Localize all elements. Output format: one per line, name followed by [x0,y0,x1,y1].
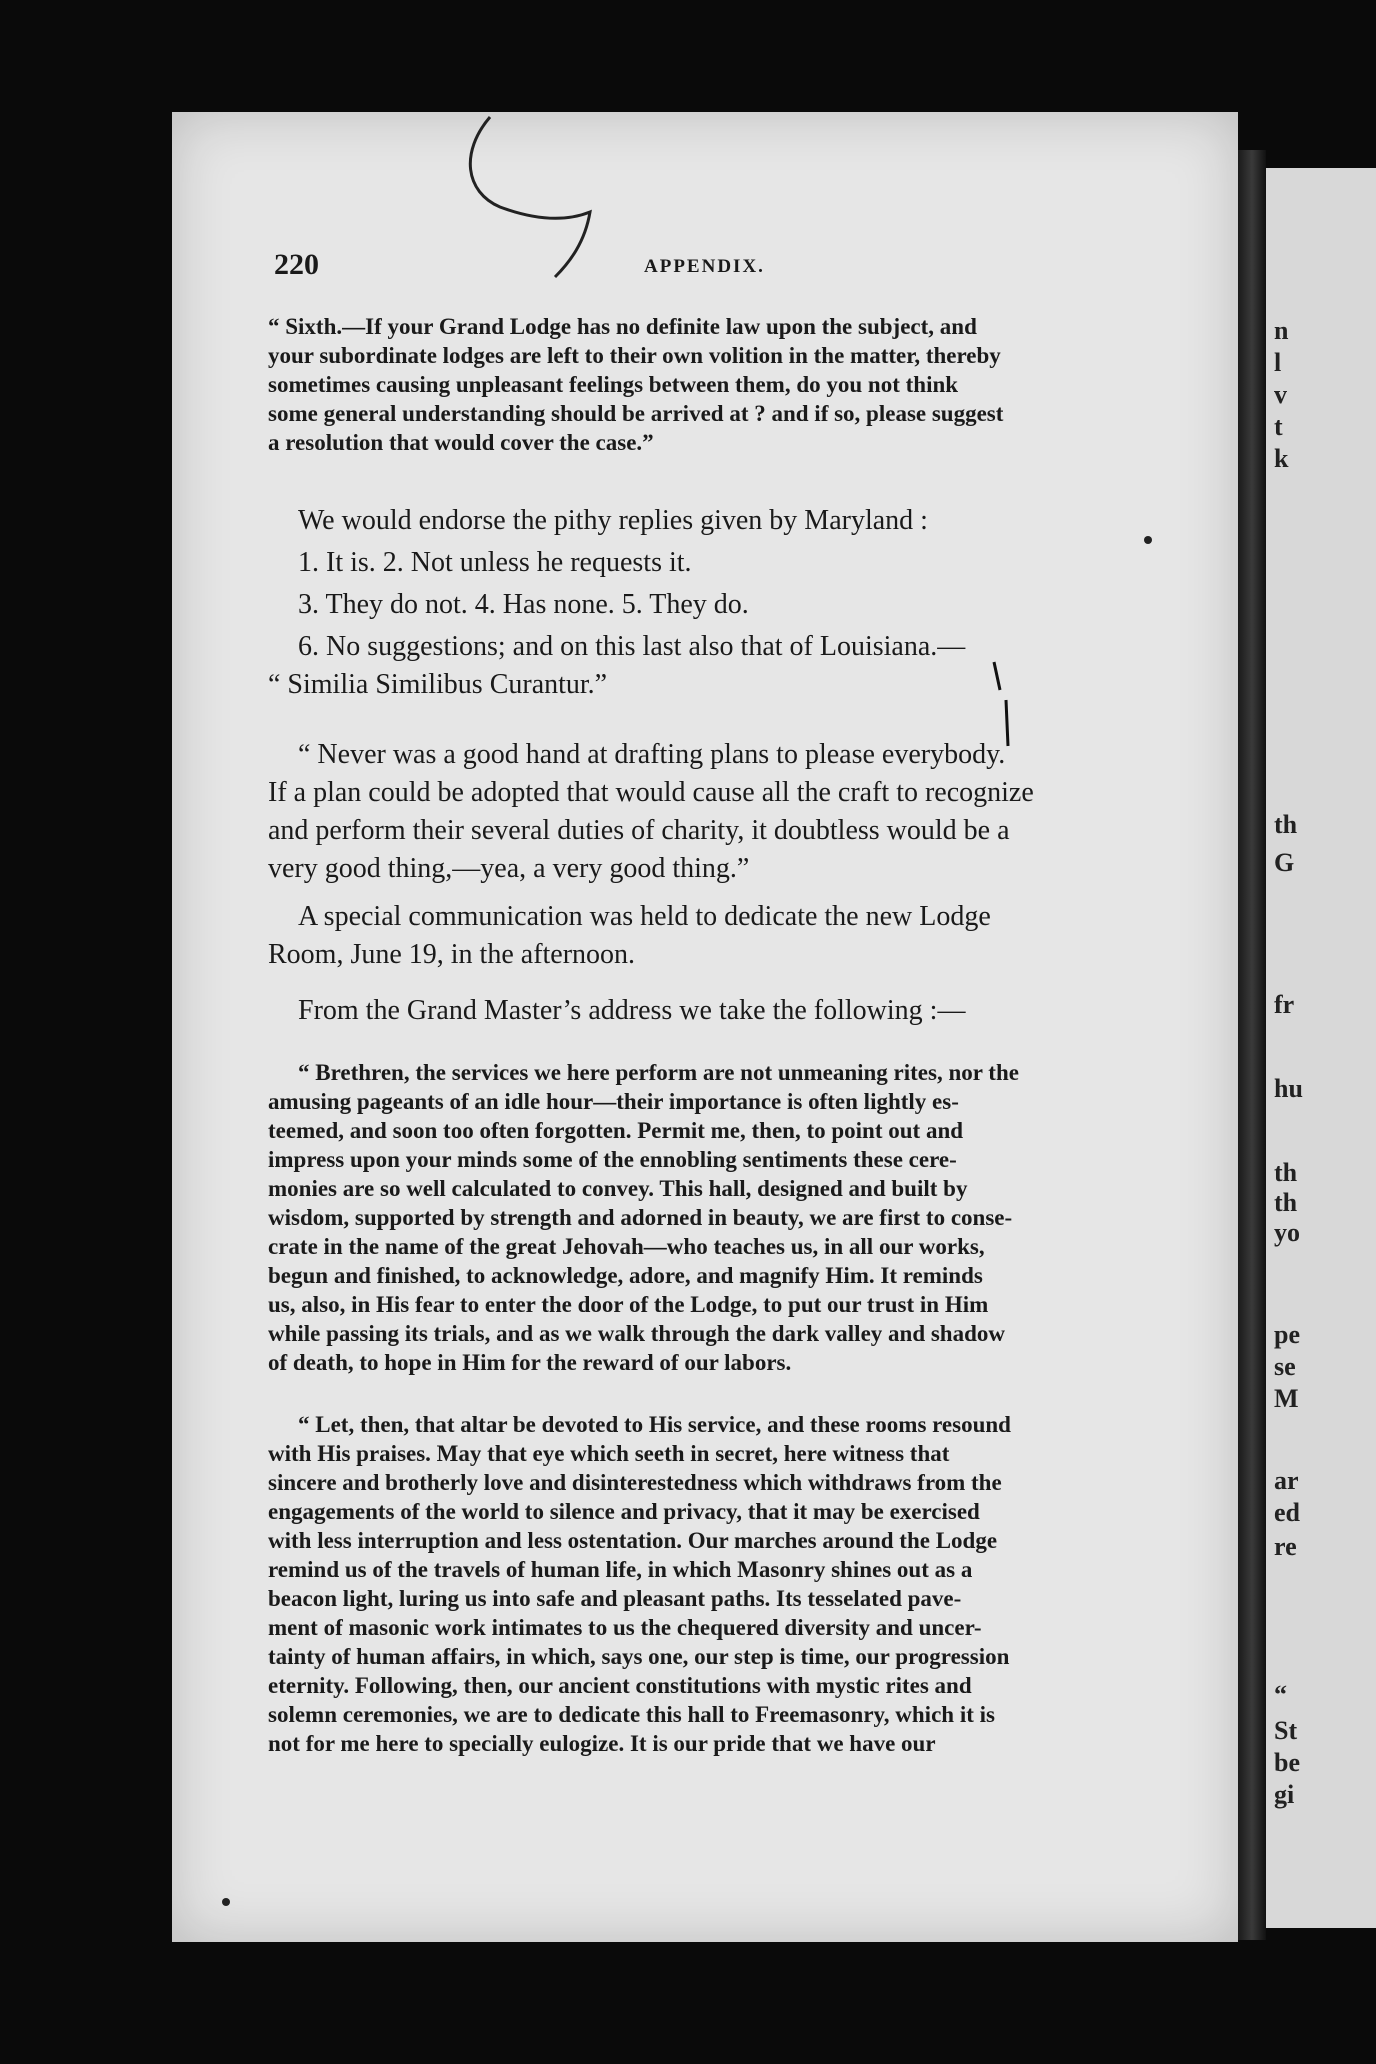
running-head: APPENDIX. [644,256,765,277]
facing-fragment: ar [1274,1466,1299,1495]
text-line: If a plan could be adopted that would cause all the craft to recognize [268,777,1034,808]
text-line: From the Grand Master’s address we take the following :— [298,995,966,1026]
quote-sixth [268,312,1134,457]
text-line: crate in the name of the great Jehovah—who teaches us, in all our works, [268,1234,985,1259]
facing-fragment: th [1274,1188,1298,1217]
brethren-quote [268,1058,1134,1377]
text-line: “ Similia Similibus Curantur.” [268,669,608,700]
text-line: engagements of the world to silence and privacy, that it may be exercised [268,1499,980,1524]
book-gutter [1238,150,1266,1940]
facing-fragment: th [1274,810,1298,839]
facing-fragment: yo [1274,1218,1300,1247]
text-line: impress upon your minds some of the ennobling sentiments these cere- [268,1147,957,1172]
facing-fragment: k [1274,444,1289,473]
text-line: with His praises. May that eye which seeth in secret, here witness that [268,1441,950,1466]
text-line: your subordinate lodges are left to their own volition in the matter, thereby [268,343,1001,368]
text-line: not for me here to specially eulogize. It is our pride that we have our [268,1731,936,1756]
facing-fragment: l [1274,348,1282,377]
text-line: 1. It is. 2. Not unless he requests it. [298,547,692,578]
facing-fragment: t [1274,412,1283,441]
text-line: “ Never was a good hand at drafting plans to please everybody. [298,739,1006,770]
text-line: We would endorse the pithy replies given by Maryland : [298,505,928,536]
page-header [274,248,1134,288]
text-line: solemn ceremonies, we are to dedicate this hall to Freemasonry, which it is [268,1702,995,1727]
address-intro [268,992,1134,1030]
facing-page-edge [1266,168,1376,1928]
text-line: wisdom, supported by strength and adorned in beauty, we are first to conse- [268,1205,1013,1230]
text-line: “ Let, then, that altar be devoted to His service, and these rooms resound [298,1412,1011,1437]
facing-fragment: re [1274,1532,1297,1561]
text-line: teemed, and soon too often forgotten. Permit me, then, to point out and [268,1118,964,1143]
ink-speck [1144,536,1152,544]
text-line: with less interruption and less ostentation. Our marches around the Lodge [268,1528,998,1553]
page-number: 220 [274,248,319,281]
facing-fragment: G [1274,848,1295,877]
ink-speck [222,1898,230,1906]
text-line: eternity. Following, then, our ancient constitutions with mystic rites and [268,1673,972,1698]
facing-fragment: th [1274,1158,1298,1187]
text-line: while passing its trials, and as we walk through the dark valley and shadow [268,1321,1005,1346]
facing-fragment: “ [1274,1680,1287,1709]
facing-fragment: be [1274,1748,1300,1777]
facing-fragment: gi [1274,1780,1295,1809]
text-line: very good thing,—yea, a very good thing.” [268,853,750,884]
text-line: monies are so well calculated to convey. This hall, designed and built by [268,1176,968,1201]
facing-fragment: fr [1274,990,1295,1019]
text-line: “ Sixth.—If your Grand Lodge has no definite law upon the subject, and [268,314,977,339]
facing-fragment: hu [1274,1074,1303,1103]
text-line: ment of masonic work intimates to us the chequered diversity and uncer- [268,1615,982,1640]
text-line: of death, to hope in Him for the reward of our labors. [268,1350,792,1375]
text-line: remind us of the travels of human life, in which Masonry shines out as a [268,1557,973,1582]
never-quote [268,736,1134,888]
text-line: amusing pageants of an idle hour—their importance is often lightly es- [268,1089,959,1114]
endorse-paragraph [268,502,1134,704]
facing-fragment: M [1274,1384,1299,1413]
text-line: us, also, in His fear to enter the door of the Lodge, to put our trust in Him [268,1292,989,1317]
text-line: “ Brethren, the services we here perform are not unmeaning rites, nor the [298,1060,1019,1085]
facing-fragment: se [1274,1352,1296,1381]
text-line: A special communication was held to dedicate the new Lodge [298,901,991,932]
text-line: and perform their several duties of charity, it doubtless would be a [268,815,1010,846]
text-line: sincere and brotherly love and disinterestedness which withdraws from the [268,1470,1002,1495]
facing-fragment: pe [1274,1320,1300,1349]
facing-fragment: St [1274,1716,1298,1745]
text-line: 3. They do not. 4. Has none. 5. They do. [298,589,749,620]
text-line: tainty of human affairs, in which, says one, our step is time, our progression [268,1644,1010,1669]
text-line: 6. No suggestions; and on this last also that of Louisiana.— [298,631,966,662]
text-line: beacon light, luring us into safe and pleasant paths. Its tesselated pave- [268,1586,962,1611]
text-line: begun and finished, to acknowledge, adore, and magnify Him. It reminds [268,1263,983,1288]
let-then-quote [268,1410,1134,1758]
text-line: some general understanding should be arrived at ? and if so, please suggest [268,401,1004,426]
facing-fragment: ed [1274,1498,1300,1527]
text-line: a resolution that would cover the case.” [268,430,654,455]
text-line: Room, June 19, in the afternoon. [268,939,636,970]
facing-fragment: n [1274,316,1289,345]
facing-fragment: v [1274,380,1287,409]
special-communication [268,898,1134,974]
text-line: sometimes causing unpleasant feelings between them, do you not think [268,372,959,397]
